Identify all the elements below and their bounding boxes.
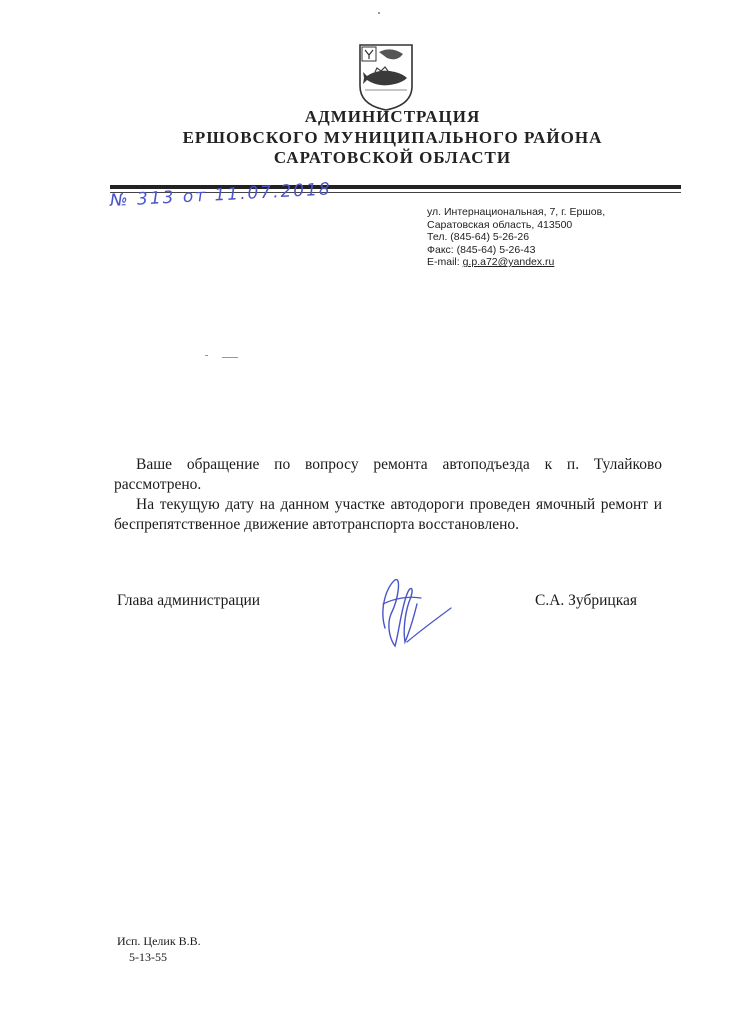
scan-speck <box>378 12 380 14</box>
executor-phone: 5-13-55 <box>129 950 167 964</box>
coat-of-arms-emblem <box>357 42 415 112</box>
organization-name-line1: АДМИНИСТРАЦИЯ <box>304 107 481 126</box>
signatory-title: Глава администрации <box>117 592 261 609</box>
email-label: E-mail: <box>427 256 463 269</box>
scan-speck <box>222 357 238 358</box>
signatory-name: С.А. Зубрицкая <box>535 592 637 609</box>
contact-block <box>427 206 667 269</box>
body-paragraph: На текущую дату на данном участке автодороги проведен ямочный ремонт и беспрепятственное движение автотранспорта восстановлено. <box>114 496 662 533</box>
body-paragraph: Ваше обращение по вопросу ремонта автоподъезда к п. Тулайково рассмотрено. <box>114 456 662 493</box>
executor-block <box>117 933 201 965</box>
phone-number: Тел. (845-64) 5-26-26 <box>427 231 530 244</box>
letter-body <box>114 455 662 535</box>
handwritten-signature <box>365 568 455 658</box>
handwritten-registration-number: № 313 от 11.07.2018 <box>109 179 333 211</box>
organization-name-line2: ЕРШОВСКОГО МУНИЦИПАЛЬНОГО РАЙОНА <box>182 128 603 147</box>
executor-name: Исп. Целик В.В. <box>117 934 201 948</box>
email-link[interactable]: g.p.a72@yandex.ru <box>462 256 555 269</box>
organization-name-line3: САРАТОВСКОЙ ОБЛАСТИ <box>273 148 512 167</box>
fax-number: Факс: (845-64) 5-26-43 <box>427 243 536 256</box>
email-line <box>427 256 667 269</box>
scan-speck <box>205 355 208 356</box>
address-street: ул. Интернациональная, 7, г. Ершов, <box>427 206 606 218</box>
address-region: Саратовская область, 413500 <box>427 218 573 231</box>
